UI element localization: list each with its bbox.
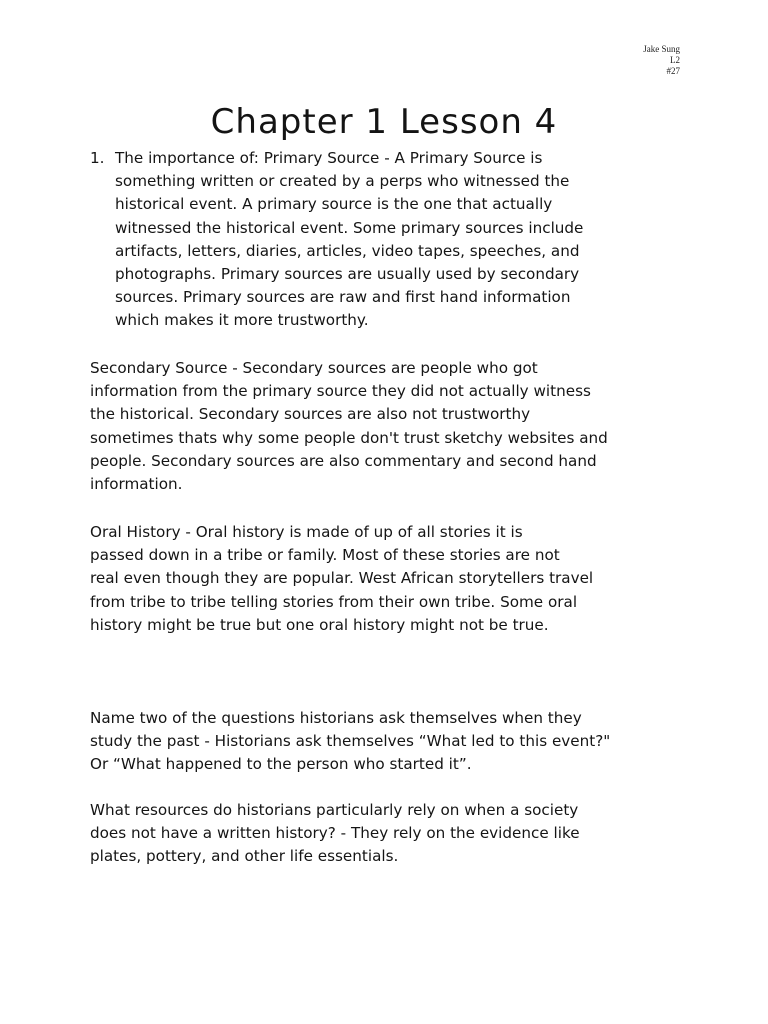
paragraph-line: photographs. Primary sources are usually used by secondary (115, 265, 580, 284)
paragraph-line: information from the primary source they did not actually witness (90, 382, 591, 401)
paragraph-line: artifacts, letters, diaries, articles, video tapes, speeches, and (115, 241, 580, 260)
numbered-item-primary-source (90, 147, 690, 333)
paragraph-line: sometimes thats why some people don't trust sketchy websites and (90, 428, 608, 447)
student-number: #27 (666, 66, 680, 76)
paragraph-line: Oral History - Oral history is made of up of all stories it is (90, 523, 523, 541)
paragraph-line: Name two of the questions historians ask themselves when they (90, 709, 582, 727)
paragraph-line: the historical. Secondary sources are also not trustworthy (90, 405, 531, 424)
paragraph-line: study the past - Historians ask themselves “What led to this event?" (90, 732, 611, 751)
paragraph-line: passed down in a tribe or family. Most of these stories are not (90, 546, 560, 565)
student-name: Jake Sung (643, 44, 680, 54)
question-resources-paragraph (90, 799, 690, 869)
paragraph-line: witnessed the historical event. Some primary sources include (115, 218, 584, 237)
paragraph-line: people. Secondary sources are also commentary and second hand (90, 451, 597, 470)
secondary-source-paragraph (90, 357, 690, 496)
paragraph-line: information. (90, 475, 183, 494)
paragraph-line: historical event. A primary source is the one that actually (115, 195, 553, 214)
paragraph-line: The importance of: Primary Source - A Primary Source is (115, 149, 543, 167)
question-historians-ask-paragraph (90, 707, 690, 777)
paragraph-line: something written or created by a perps who witnessed the (115, 172, 570, 191)
primary-source-paragraph (115, 147, 690, 333)
paragraph-line: does not have a written history? - They rely on the evidence like (90, 824, 580, 843)
student-info-header (643, 44, 680, 77)
paragraph-line: What resources do historians particularly rely on when a society (90, 801, 579, 819)
page-title: Chapter 1 Lesson 4 (210, 102, 558, 142)
paragraph-line: sources. Primary sources are raw and first hand information (115, 288, 571, 307)
oral-history-paragraph (90, 521, 690, 637)
item-number: 1. (90, 149, 105, 167)
paragraph-line: real even though they are popular. West African storytellers travel (90, 569, 594, 588)
paragraph-line: Or “What happened to the person who started it”. (90, 755, 472, 774)
paragraph-line: plates, pottery, and other life essentials. (90, 847, 399, 866)
paragraph-line: from tribe to tribe telling stories from their own tribe. Some oral (90, 592, 578, 611)
paragraph-line: Secondary Source - Secondary sources are people who got (90, 359, 538, 377)
paragraph-line: history might be true but one oral history might not be true. (90, 615, 549, 634)
student-class: L2 (670, 55, 680, 65)
paragraph-line: which makes it more trustworthy. (115, 311, 369, 330)
